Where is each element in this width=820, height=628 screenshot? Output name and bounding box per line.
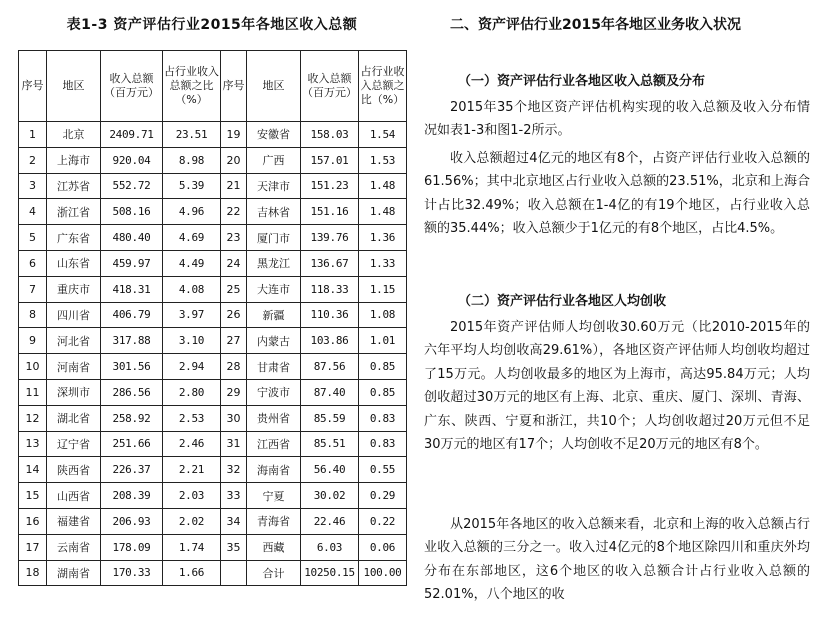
table-cell: 西藏 xyxy=(247,534,301,560)
table-cell: 内蒙古 xyxy=(247,328,301,354)
table-row xyxy=(19,508,407,534)
table-cell: 海南省 xyxy=(247,457,301,483)
table-cell: 12 xyxy=(19,405,47,431)
table-cell: 新疆 xyxy=(247,302,301,328)
table-cell: 北京 xyxy=(47,122,101,148)
table-cell: 山西省 xyxy=(47,483,101,509)
table-cell: 2.02 xyxy=(163,508,221,534)
col-header-share: 占行业收入总额之比（%） xyxy=(163,51,221,122)
table-cell: 5.39 xyxy=(163,173,221,199)
table-cell: 110.36 xyxy=(301,302,359,328)
table-cell: 0.85 xyxy=(359,354,407,380)
table-row xyxy=(19,354,407,380)
table-cell: 5 xyxy=(19,225,47,251)
table-cell: 2.03 xyxy=(163,483,221,509)
table-cell: 陕西省 xyxy=(47,457,101,483)
table-row xyxy=(19,199,407,225)
table-cell: 河北省 xyxy=(47,328,101,354)
table-cell: 178.09 xyxy=(101,534,163,560)
table-cell: 4.69 xyxy=(163,225,221,251)
table-cell: 27 xyxy=(221,328,247,354)
table-cell: 14 xyxy=(19,457,47,483)
table-cell: 17 xyxy=(19,534,47,560)
table-cell: 20 xyxy=(221,147,247,173)
table-row xyxy=(19,560,407,586)
table-cell: 151.16 xyxy=(301,199,359,225)
table-cell: 100.00 xyxy=(359,560,407,586)
table-row xyxy=(19,431,407,457)
table-cell: 江西省 xyxy=(247,431,301,457)
table-row xyxy=(19,173,407,199)
table-cell: 上海市 xyxy=(47,147,101,173)
table-cell: 广东省 xyxy=(47,225,101,251)
table-cell: 25 xyxy=(221,276,247,302)
table-cell: 1.36 xyxy=(359,225,407,251)
table-cell: 158.03 xyxy=(301,122,359,148)
col-header-index: 序号 xyxy=(19,51,47,122)
table-cell: 418.31 xyxy=(101,276,163,302)
table-cell: 天津市 xyxy=(247,173,301,199)
table-cell: 206.93 xyxy=(101,508,163,534)
subsection-2-title: （二）资产评估行业各地区人均创收 xyxy=(458,294,667,309)
table-cell: 23 xyxy=(221,225,247,251)
table-cell: 23.51 xyxy=(163,122,221,148)
table-cell: 1.54 xyxy=(359,122,407,148)
table-cell: 28 xyxy=(221,354,247,380)
table-cell: 江苏省 xyxy=(47,173,101,199)
table-cell: 459.97 xyxy=(101,250,163,276)
table-row xyxy=(19,122,407,148)
table-cell: 26 xyxy=(221,302,247,328)
col-header-share-2: 占行业收入总额之比（%） xyxy=(359,51,407,122)
table-cell: 33 xyxy=(221,483,247,509)
table-cell: 11 xyxy=(19,379,47,405)
table-cell: 30.02 xyxy=(301,483,359,509)
col-header-revenue-2: 收入总额（百万元） xyxy=(301,51,359,122)
revenue-table xyxy=(18,50,407,586)
table-cell: 301.56 xyxy=(101,354,163,380)
table-cell: 福建省 xyxy=(47,508,101,534)
table-cell: 黑龙江 xyxy=(247,250,301,276)
table-cell: 2 xyxy=(19,147,47,173)
table-cell: 15 xyxy=(19,483,47,509)
table-cell: 4 xyxy=(19,199,47,225)
paragraph-4: 从2015年各地区的收入总额来看，北京和上海的收入总额占行业收入总额的三分之一。收入过4亿元的8个地区除四川和重庆外均分布在东部地区，这6个地区的收入总额合计占行业收入总额的52.01%，八个地区的收 xyxy=(424,517,810,603)
table-cell: 21 xyxy=(221,173,247,199)
table-cell xyxy=(221,560,247,586)
table-cell: 四川省 xyxy=(47,302,101,328)
table-cell: 3 xyxy=(19,173,47,199)
table-cell: 大连市 xyxy=(247,276,301,302)
table-cell: 208.39 xyxy=(101,483,163,509)
table-cell: 深圳市 xyxy=(47,379,101,405)
table-row xyxy=(19,276,407,302)
table-body xyxy=(19,122,407,586)
table-cell: 139.76 xyxy=(301,225,359,251)
table-row xyxy=(19,225,407,251)
table-cell: 甘肃省 xyxy=(247,354,301,380)
table-cell: 136.67 xyxy=(301,250,359,276)
table-cell: 2.46 xyxy=(163,431,221,457)
table-cell: 0.06 xyxy=(359,534,407,560)
table-cell: 1 xyxy=(19,122,47,148)
table-cell: 16 xyxy=(19,508,47,534)
table-cell: 2.94 xyxy=(163,354,221,380)
col-header-revenue: 收入总额（百万元） xyxy=(101,51,163,122)
table-cell: 286.56 xyxy=(101,379,163,405)
table-cell: 3.97 xyxy=(163,302,221,328)
table-cell: 1.66 xyxy=(163,560,221,586)
table-cell: 0.22 xyxy=(359,508,407,534)
table-cell: 1.01 xyxy=(359,328,407,354)
table-cell: 9 xyxy=(19,328,47,354)
table-cell: 226.37 xyxy=(101,457,163,483)
col-header-index-2: 序号 xyxy=(221,51,247,122)
table-row xyxy=(19,147,407,173)
table-cell: 317.88 xyxy=(101,328,163,354)
table-cell: 87.56 xyxy=(301,354,359,380)
table-title: 表1-3 资产评估行业2015年各地区收入总额 xyxy=(66,17,358,33)
table-row xyxy=(19,457,407,483)
table-cell: 1.48 xyxy=(359,199,407,225)
table-cell: 山东省 xyxy=(47,250,101,276)
table-cell: 重庆市 xyxy=(47,276,101,302)
table-cell: 10 xyxy=(19,354,47,380)
table-cell: 云南省 xyxy=(47,534,101,560)
table-cell: 1.33 xyxy=(359,250,407,276)
table-cell: 辽宁省 xyxy=(47,431,101,457)
table-row xyxy=(19,379,407,405)
table-row xyxy=(19,534,407,560)
table-cell: 0.55 xyxy=(359,457,407,483)
table-cell: 7 xyxy=(19,276,47,302)
table-cell: 湖北省 xyxy=(47,405,101,431)
table-cell: 0.85 xyxy=(359,379,407,405)
col-header-region-2: 地区 xyxy=(247,51,301,122)
table-cell: 87.40 xyxy=(301,379,359,405)
table-cell: 1.74 xyxy=(163,534,221,560)
table-cell: 480.40 xyxy=(101,225,163,251)
paragraph-2: 收入总额超过4亿元的地区有8个，占资产评估行业收入总额的61.56%；其中北京地区占行业收入总额的23.51%，北京和上海合计占比32.49%；收入总额在1-4亿的有19个地区，占行业收入总额的35.44%；收入总额少于1亿元的有8个地区，占比4.5%。 xyxy=(424,151,810,237)
table-cell: 10250.15 xyxy=(301,560,359,586)
table-header-row xyxy=(19,51,407,122)
table-cell: 32 xyxy=(221,457,247,483)
table-cell: 4.08 xyxy=(163,276,221,302)
table-cell: 吉林省 xyxy=(247,199,301,225)
table-cell: 258.92 xyxy=(101,405,163,431)
table-cell: 0.29 xyxy=(359,483,407,509)
table-cell: 22 xyxy=(221,199,247,225)
table-cell: 1.08 xyxy=(359,302,407,328)
table-cell: 1.15 xyxy=(359,276,407,302)
table-cell: 6.03 xyxy=(301,534,359,560)
table-cell: 920.04 xyxy=(101,147,163,173)
col-header-region: 地区 xyxy=(47,51,101,122)
table-cell: 1.53 xyxy=(359,147,407,173)
table-row xyxy=(19,302,407,328)
table-cell: 4.49 xyxy=(163,250,221,276)
table-cell: 浙江省 xyxy=(47,199,101,225)
table-cell: 厦门市 xyxy=(247,225,301,251)
table-cell: 31 xyxy=(221,431,247,457)
section-title: 二、资产评估行业2015年各地区业务收入状况 xyxy=(450,17,741,33)
table-cell: 8 xyxy=(19,302,47,328)
table-cell: 安徽省 xyxy=(247,122,301,148)
table-cell: 广西 xyxy=(247,147,301,173)
table-cell: 157.01 xyxy=(301,147,359,173)
subsection-1-title: （一）资产评估行业各地区收入总额及分布 xyxy=(458,74,706,89)
table-cell: 0.83 xyxy=(359,431,407,457)
table-cell: 0.83 xyxy=(359,405,407,431)
table-cell: 宁波市 xyxy=(247,379,301,405)
table-cell: 13 xyxy=(19,431,47,457)
table-cell: 56.40 xyxy=(301,457,359,483)
table-cell: 251.66 xyxy=(101,431,163,457)
table-cell: 103.86 xyxy=(301,328,359,354)
table-cell: 6 xyxy=(19,250,47,276)
table-cell: 151.23 xyxy=(301,173,359,199)
table-cell: 85.51 xyxy=(301,431,359,457)
table-cell: 19 xyxy=(221,122,247,148)
table-cell: 22.46 xyxy=(301,508,359,534)
table-cell: 贵州省 xyxy=(247,405,301,431)
table-cell: 4.96 xyxy=(163,199,221,225)
table-cell: 合计 xyxy=(247,560,301,586)
table-cell: 85.59 xyxy=(301,405,359,431)
table-cell: 河南省 xyxy=(47,354,101,380)
table-row xyxy=(19,250,407,276)
table-cell: 1.48 xyxy=(359,173,407,199)
table-cell: 2.53 xyxy=(163,405,221,431)
table-cell: 24 xyxy=(221,250,247,276)
table-cell: 508.16 xyxy=(101,199,163,225)
table-cell: 30 xyxy=(221,405,247,431)
table-cell: 3.10 xyxy=(163,328,221,354)
table-cell: 34 xyxy=(221,508,247,534)
table-cell: 552.72 xyxy=(101,173,163,199)
paragraph-1: 2015年35个地区资产评估机构实现的收入总额及收入分布情况如表1-3和图1-2所示。 xyxy=(424,100,810,139)
table-row xyxy=(19,483,407,509)
table-cell: 2.21 xyxy=(163,457,221,483)
table-cell: 29 xyxy=(221,379,247,405)
table-cell: 18 xyxy=(19,560,47,586)
table-cell: 青海省 xyxy=(247,508,301,534)
table-cell: 35 xyxy=(221,534,247,560)
table-cell: 8.98 xyxy=(163,147,221,173)
table-cell: 湖南省 xyxy=(47,560,101,586)
table-cell: 406.79 xyxy=(101,302,163,328)
table-cell: 118.33 xyxy=(301,276,359,302)
table-row xyxy=(19,405,407,431)
table-cell: 170.33 xyxy=(101,560,163,586)
table-cell: 宁夏 xyxy=(247,483,301,509)
table-row xyxy=(19,328,407,354)
table-cell: 2.80 xyxy=(163,379,221,405)
paragraph-3: 2015年资产评估师人均创收30.60万元（比2010-2015年的六年平均人均创收高29.61%），各地区资产评估师人均创收均超过了15万元。人均创收最多的地区为上海市，高达95.84万元；人均创收超过30万元的地区有上海、北京、重庆、厦门、深圳、青海、广东、陕西、宁夏和浙江，共10个；人均创收超过20万元但不足30万元的地区有17个；人均创收不足20万元的地区有8个。 xyxy=(424,320,810,453)
table-cell: 2409.71 xyxy=(101,122,163,148)
